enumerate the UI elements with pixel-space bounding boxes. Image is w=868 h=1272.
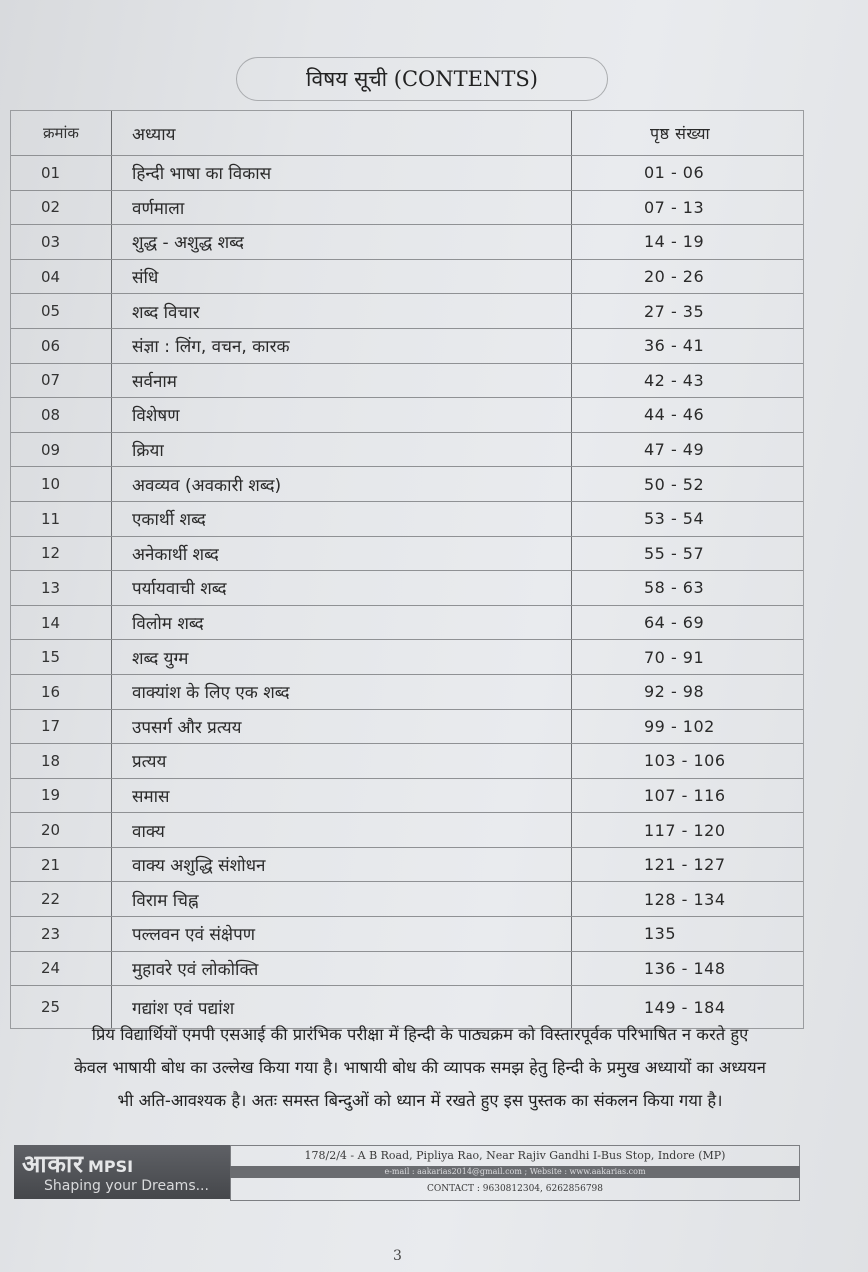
row-pages: 07 - 13 [571,191,803,225]
row-chapter: अनेकार्थी शब्द [111,537,571,571]
row-chapter: समास [111,779,571,813]
table-row [11,225,803,260]
row-serial: 20 [41,821,61,840]
row-chapter: शब्द विचार [111,294,571,328]
row-serial: 22 [41,890,61,909]
row-chapter: विराम चिह्न [111,882,571,916]
row-serial: 16 [41,682,61,701]
table-row [11,329,803,364]
table-row [11,882,803,917]
row-chapter: गद्यांश एवं पद्यांश [111,986,571,1028]
row-serial: 19 [41,786,61,805]
row-chapter: वाक्य [111,813,571,847]
page-number: 3 [393,1248,402,1264]
table-row [11,640,803,675]
row-serial: 13 [41,578,61,597]
header-chapter: अध्याय [111,111,571,155]
table-row [11,779,803,814]
row-chapter: शब्द युग्म [111,640,571,674]
row-serial: 24 [41,959,61,978]
brand-name: आकार [22,1150,84,1178]
row-chapter: संधि [111,260,571,294]
table-row [11,191,803,226]
row-pages: 135 [571,917,803,951]
row-chapter: शुद्ध - अशुद्ध शब्द [111,225,571,259]
row-serial: 06 [41,336,61,355]
row-serial: 11 [41,509,61,528]
contents-title [236,57,608,101]
row-pages: 47 - 49 [571,433,803,467]
table-row [11,848,803,883]
row-pages: 117 - 120 [571,813,803,847]
row-chapter: वाक्य अशुद्धि संशोधन [111,848,571,882]
row-pages: 136 - 148 [571,952,803,986]
brand-logo [14,1145,230,1199]
table-row [11,675,803,710]
row-serial: 21 [41,855,61,874]
row-pages: 55 - 57 [571,537,803,571]
row-pages: 01 - 06 [571,156,803,190]
table-row [11,952,803,987]
row-chapter: उपसर्ग और प्रत्यय [111,710,571,744]
row-chapter: हिन्दी भाषा का विकास [111,156,571,190]
address: 178/2/4 - A B Road, Pipliya Rao, Near Rajiv Gandhi I-Bus Stop, Indore (MP) [230,1145,800,1166]
brand-tagline: Shaping your Dreams... [44,1178,209,1194]
row-chapter: क्रिया [111,433,571,467]
note-line-3: भी अति-आवश्यक है। अतः समस्त बिन्दुओं को ध्यान में रखते हुए इस पुस्तक का संकलन किया गया है। [117,1091,723,1110]
row-pages: 50 - 52 [571,467,803,501]
table-row [11,294,803,329]
row-pages: 14 - 19 [571,225,803,259]
row-serial: 09 [41,440,61,459]
row-serial: 02 [41,198,61,217]
table-row [11,813,803,848]
publisher-footer [14,1145,800,1205]
row-pages: 70 - 91 [571,640,803,674]
preface-note [20,1018,820,1117]
table-row [11,571,803,606]
row-serial: 08 [41,405,61,424]
row-serial: 01 [41,163,61,182]
row-chapter: प्रत्यय [111,744,571,778]
note-line-2: केवल भाषायी बोध का उल्लेख किया गया है। भाषायी बोध की व्यापक समझ हेतु हिन्दी के प्रमुख अध्यायों का अध्ययन [74,1058,766,1077]
header-serial: क्रमांक [43,124,79,142]
row-serial: 18 [41,751,61,770]
row-pages: 107 - 116 [571,779,803,813]
row-pages: 53 - 54 [571,502,803,536]
table-row [11,606,803,641]
row-pages: 92 - 98 [571,675,803,709]
row-chapter: सर्वनाम [111,364,571,398]
row-chapter: मुहावरे एवं लोकोक्ति [111,952,571,986]
table-row [11,917,803,952]
table-row [11,537,803,572]
table-row [11,467,803,502]
table-row [11,433,803,468]
table-header [11,111,803,156]
row-chapter: वर्णमाला [111,191,571,225]
row-pages: 99 - 102 [571,710,803,744]
row-pages: 44 - 46 [571,398,803,432]
row-chapter: विलोम शब्द [111,606,571,640]
table-row [11,744,803,779]
contact-numbers: CONTACT : 9630812304, 6262856798 [230,1178,800,1201]
row-pages: 103 - 106 [571,744,803,778]
row-pages: 58 - 63 [571,571,803,605]
publisher-info [230,1145,800,1205]
row-pages: 121 - 127 [571,848,803,882]
row-pages: 128 - 134 [571,882,803,916]
row-serial: 14 [41,613,61,632]
row-serial: 05 [41,302,61,321]
row-pages: 64 - 69 [571,606,803,640]
row-serial: 04 [41,267,61,286]
row-chapter: वाक्यांश के लिए एक शब्द [111,675,571,709]
row-pages: 149 - 184 [571,986,803,1028]
row-chapter: संज्ञा : लिंग, वचन, कारक [111,329,571,363]
row-serial: 25 [41,998,61,1017]
row-serial: 23 [41,924,61,943]
row-chapter: पर्यायवाची शब्द [111,571,571,605]
row-serial: 10 [41,475,61,494]
row-serial: 07 [41,371,61,390]
row-pages: 27 - 35 [571,294,803,328]
table-row [11,398,803,433]
contents-table [10,110,804,1029]
row-chapter: अवव्यव (अवकारी शब्द) [111,467,571,501]
row-serial: 03 [41,232,61,251]
row-chapter: विशेषण [111,398,571,432]
row-serial: 12 [41,544,61,563]
table-row [11,364,803,399]
note-line-1: प्रिय विद्यार्थियों एमपी एसआई की प्रारंभिक परीक्षा में हिन्दी के पाठ्यक्रम को विस्तारपूर्वक परिभाषित न करते हुए [91,1025,749,1044]
row-pages: 42 - 43 [571,364,803,398]
row-serial: 17 [41,717,61,736]
row-chapter: एकार्थी शब्द [111,502,571,536]
table-row [11,260,803,295]
header-pages: पृष्ठ संख्या [571,111,803,155]
row-pages: 36 - 41 [571,329,803,363]
row-pages: 20 - 26 [571,260,803,294]
contents-title-text: विषय सूची (CONTENTS) [306,67,538,91]
row-serial: 15 [41,648,61,667]
brand-suffix: MPSI [88,1157,134,1176]
row-chapter: पल्लवन एवं संक्षेपण [111,917,571,951]
table-row [11,710,803,745]
table-row [11,502,803,537]
table-row [11,156,803,191]
email-website: e-mail : aakarias2014@gmail.com ; Website : www.aakarias.com [230,1166,800,1178]
